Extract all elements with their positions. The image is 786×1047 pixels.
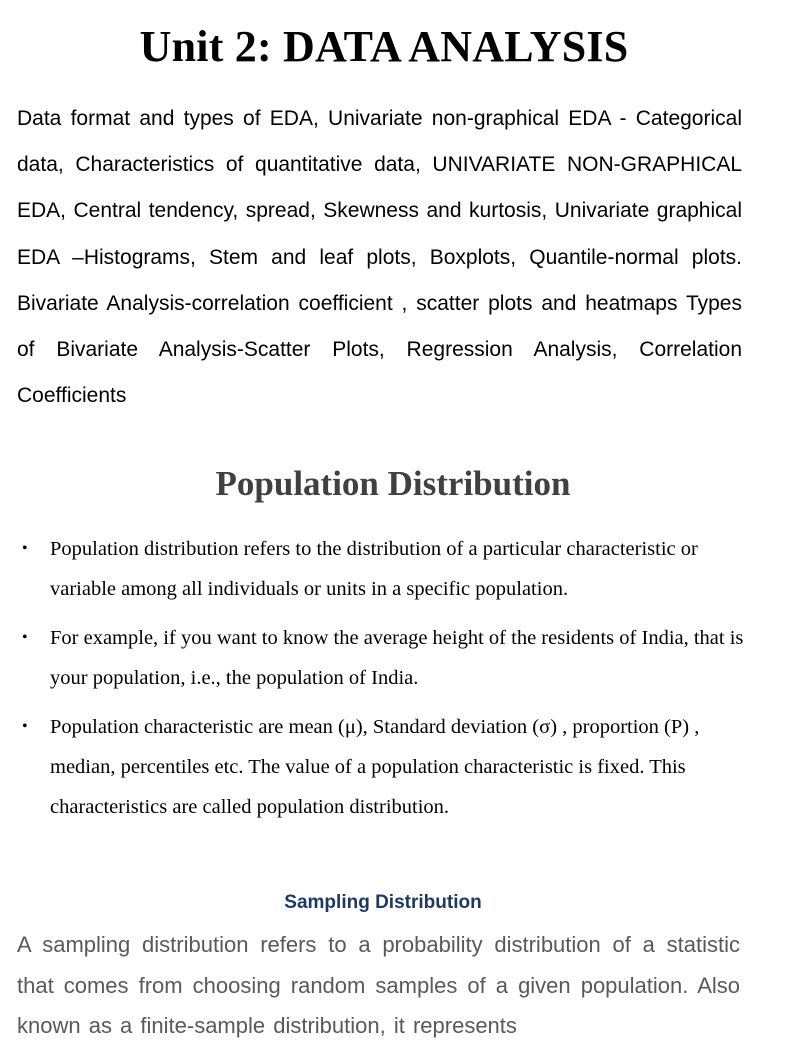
bullet-icon: •	[22, 629, 28, 646]
list-item-text: Population characteristic are mean (μ), Standard deviation (σ) , proportion (P) , median, percentiles etc. The value of a population characteristic is fixed. This characteristics are called population distribution.	[50, 716, 700, 818]
list-item	[0, 707, 768, 827]
population-distribution-heading: Population Distribution	[215, 464, 571, 503]
list-item-text: Population distribution refers to the distribution of a particular characteristic or variable among all individuals or units in a specific population.	[50, 538, 698, 600]
list-item	[0, 618, 768, 698]
sampling-distribution-heading: Sampling Distribution	[284, 892, 482, 913]
list-item-text: For example, if you want to know the average height of the residents of India, that is your population, i.e., the population of India.	[50, 627, 744, 689]
population-distribution-list	[0, 529, 768, 836]
list-item	[0, 529, 768, 609]
bullet-icon: •	[22, 540, 28, 557]
bullet-icon: •	[22, 718, 28, 735]
unit-title: Unit 2: DATA ANALYSIS	[139, 22, 629, 71]
syllabus-paragraph: Data format and types of EDA, Univariate non-graphical EDA - Categorical data, Characteristics of quantitative data, UNIVARIATE NON-GRAPHICAL EDA, Central tendency, spread, Skewness and kurtosis, Univariate graphical EDA –Histograms, Stem and leaf plots, Boxplots, Quantile-normal plots. Bivariate Analysis-correlation coefficient , scatter plots and heatmaps Types of Bivariate Analysis-Scatter Plots, Regression Analysis, Correlation Coefficients	[17, 107, 742, 408]
sampling-distribution-paragraph: A sampling distribution refers to a probability distribution of a statistic that comes from choosing random samples of a given population. Also known as a finite-sample distribution, it represents	[17, 932, 740, 1038]
